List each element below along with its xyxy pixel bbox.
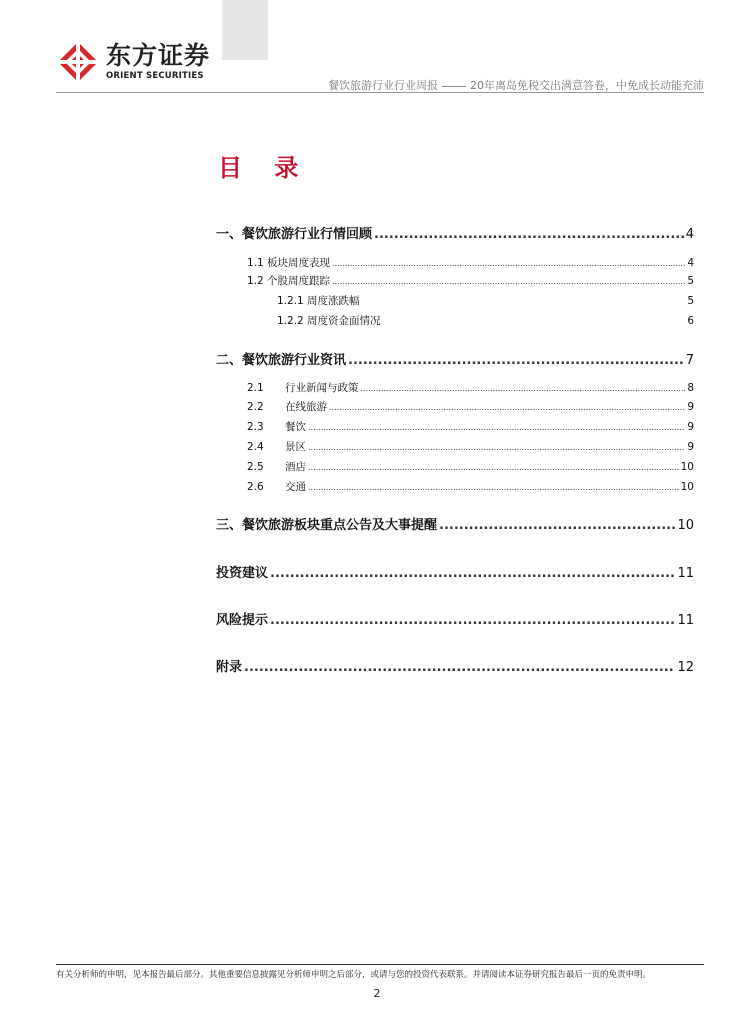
toc-entry-label: 在线旅游 xyxy=(285,401,327,413)
toc-entry-page: 11 xyxy=(677,613,694,628)
toc-entry-page: 4 xyxy=(687,257,694,269)
toc-entry-2-4[interactable] xyxy=(247,439,694,454)
header-divider xyxy=(56,92,704,93)
toc-entry-number: 2.6 xyxy=(247,481,264,493)
toc-entry-number: 2.4 xyxy=(247,441,264,453)
logo-chinese-name: 东方证券 xyxy=(106,41,211,70)
toc-leader-dots xyxy=(308,423,685,432)
toc-entry-risk-warning[interactable] xyxy=(216,609,694,628)
footer-divider xyxy=(56,964,704,965)
toc-entry-section-3[interactable] xyxy=(216,514,694,533)
report-type: 餐饮旅游行业行业周报 xyxy=(328,79,438,92)
logo-english-name: ORIENT SECURITIES xyxy=(106,71,204,81)
toc-leader-dots xyxy=(332,259,685,268)
toc-entry-label: 1.2.2 周度资金面情况 xyxy=(277,315,381,327)
toc-leader-dots xyxy=(361,384,686,393)
toc-entry-page: 7 xyxy=(685,353,694,368)
toc-entry-label: 酒店 xyxy=(285,461,306,473)
toc-entry-label: 交通 xyxy=(285,481,306,493)
toc-entry-2-2[interactable] xyxy=(247,399,694,414)
toc-entry-page: 5 xyxy=(687,295,694,307)
toc-entry-2-1[interactable] xyxy=(247,380,694,395)
toc-entry-label: 1.2 个股周度跟踪 xyxy=(247,275,331,287)
report-subtitle: 20年离岛免税交出满意答卷，中免成长动能充沛 xyxy=(470,79,704,92)
toc-leader-dots xyxy=(332,277,685,286)
report-header-title xyxy=(328,77,704,93)
toc-leader-dots xyxy=(308,463,679,472)
toc-entry-1-1[interactable] xyxy=(247,255,694,270)
toc-entry-1-2-1[interactable] xyxy=(277,293,694,308)
footer-disclaimer: 有关分析师的申明，见本报告最后部分。其他重要信息披露见分析师申明之后部分，或请与您的投资代表联系。并请阅读本证券研究报告最后一页的免责申明。 xyxy=(56,970,652,980)
orient-securities-logo-icon xyxy=(56,40,100,84)
toc-leader-dots xyxy=(439,518,675,533)
toc-entry-label: 一、餐饮旅游行业行情回顾 xyxy=(216,227,373,242)
toc-leader-dots xyxy=(374,227,684,242)
toc-entry-label: 投资建议 xyxy=(216,566,269,581)
toc-entry-2-6[interactable] xyxy=(247,479,694,494)
toc-entry-label: 景区 xyxy=(285,441,306,453)
toc-entry-section-2[interactable] xyxy=(216,349,694,368)
toc-entry-page: 5 xyxy=(687,275,694,287)
toc-entry-1-2[interactable] xyxy=(247,273,694,288)
toc-entry-label: 三、餐饮旅游板块重点公告及大事提醒 xyxy=(216,518,438,533)
page-number: 2 xyxy=(373,987,381,1000)
toc-entry-page: 11 xyxy=(677,566,694,581)
toc-leader-dots xyxy=(308,483,679,492)
header-gray-tab xyxy=(222,0,268,60)
toc-entry-number: 2.5 xyxy=(247,461,264,473)
toc-entry-number: 2.2 xyxy=(247,401,264,413)
toc-entry-number: 2.3 xyxy=(247,421,264,433)
toc-entry-label: 附录 xyxy=(216,660,243,675)
toc-entry-page: 10 xyxy=(680,481,694,493)
toc-entry-page: 9 xyxy=(687,421,694,433)
toc-entry-page: 6 xyxy=(687,315,694,327)
toc-entry-1-2-2[interactable] xyxy=(277,313,694,328)
toc-entry-page: 8 xyxy=(687,382,694,394)
toc-entry-2-3[interactable] xyxy=(247,419,694,434)
toc-entry-investment-advice[interactable] xyxy=(216,562,694,581)
toc-entry-number: 2.1 xyxy=(247,382,264,394)
toc-entry-page: 9 xyxy=(687,401,694,413)
toc-leader-dots xyxy=(329,403,685,412)
toc-entry-page: 10 xyxy=(680,461,694,473)
toc-entry-page: 10 xyxy=(677,518,694,533)
toc-leader-dots xyxy=(348,353,684,368)
toc-leader-dots xyxy=(270,613,675,628)
toc-leader-dots xyxy=(270,566,675,581)
toc-entry-label: 风险提示 xyxy=(216,613,269,628)
toc-leader-dots xyxy=(308,443,685,452)
toc-entry-page: 9 xyxy=(687,441,694,453)
toc-entry-label: 二、餐饮旅游行业资讯 xyxy=(216,353,347,368)
toc-leader-dots xyxy=(244,660,675,675)
company-logo xyxy=(56,40,216,86)
toc-title: 目 录 xyxy=(218,154,311,182)
toc-entry-label: 行业新闻与政策 xyxy=(285,382,359,394)
toc-entry-label: 1.2.1 周度涨跌幅 xyxy=(277,295,360,307)
toc-entry-page: 4 xyxy=(685,227,694,242)
toc-entry-section-1[interactable] xyxy=(216,223,694,242)
header-dash xyxy=(442,86,466,87)
toc-entry-page: 12 xyxy=(677,660,694,675)
toc-entry-label: 餐饮 xyxy=(285,421,306,433)
toc-entry-2-5[interactable] xyxy=(247,459,694,474)
toc-entry-label: 1.1 板块周度表现 xyxy=(247,257,331,269)
toc-entry-appendix[interactable] xyxy=(216,656,694,675)
